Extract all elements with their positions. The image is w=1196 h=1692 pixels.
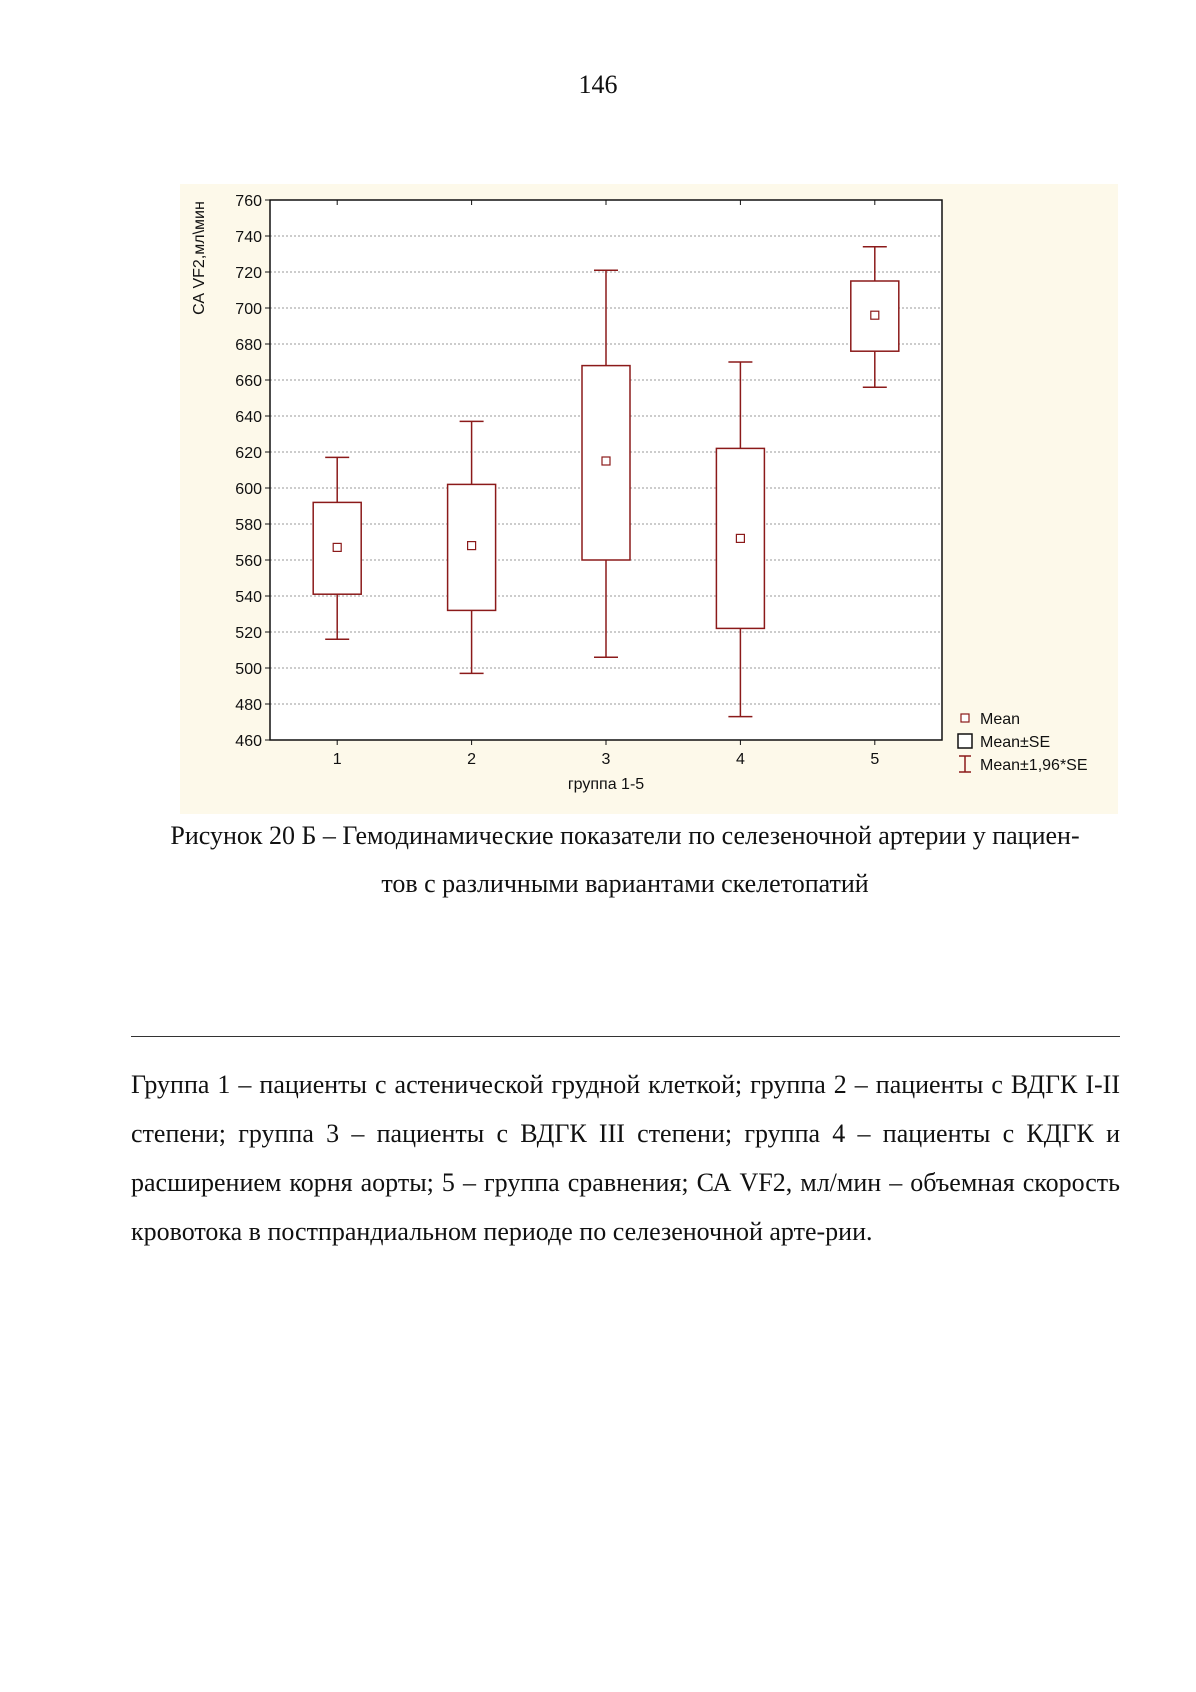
y-tick-label-640: 640 bbox=[235, 409, 262, 426]
page-number: 146 bbox=[578, 70, 618, 99]
footnote bbox=[131, 1060, 1120, 1256]
mean-marker-5 bbox=[871, 311, 879, 319]
y-tick-label-720: 720 bbox=[235, 265, 262, 282]
box-plot-chart bbox=[180, 184, 1118, 814]
y-tick-label-540: 540 bbox=[235, 589, 262, 606]
mean-marker-1 bbox=[333, 543, 341, 551]
x-tick-label-4: 4 bbox=[735, 751, 745, 768]
legend-se-icon bbox=[958, 734, 972, 748]
caption-line-1: Рисунок 20 Б – Гемодинамические показатели по селезеночной артерии у пациен- bbox=[170, 821, 1080, 850]
y-tick-label-680: 680 bbox=[235, 337, 262, 354]
y-tick-label-500: 500 bbox=[235, 661, 262, 678]
mean-marker-3 bbox=[602, 457, 610, 465]
y-tick-label-480: 480 bbox=[235, 697, 262, 714]
legend-se-label: Mean±SE bbox=[980, 734, 1051, 751]
legend-mean-label: Mean bbox=[980, 711, 1021, 728]
legend-ci-label: Mean±1,96*SE bbox=[980, 757, 1088, 774]
y-tick-label-460: 460 bbox=[235, 733, 262, 750]
footnote-divider bbox=[131, 1036, 1120, 1037]
figure-caption bbox=[130, 812, 1120, 908]
y-tick-label-600: 600 bbox=[235, 481, 262, 498]
y-tick-label-620: 620 bbox=[235, 445, 262, 462]
y-tick-label-660: 660 bbox=[235, 373, 262, 390]
y-tick-label-560: 560 bbox=[235, 553, 262, 570]
y-tick-label-760: 760 bbox=[235, 193, 262, 210]
y-tick-label-700: 700 bbox=[235, 301, 262, 318]
mean-marker-2 bbox=[468, 542, 476, 550]
y-tick-label-520: 520 bbox=[235, 625, 262, 642]
mean-marker-4 bbox=[736, 534, 744, 542]
x-axis-label: группа 1-5 bbox=[567, 776, 645, 793]
x-tick-label-1: 1 bbox=[332, 751, 342, 768]
x-tick-label-5: 5 bbox=[870, 751, 880, 768]
legend-mean-icon bbox=[961, 714, 969, 722]
x-tick-label-2: 2 bbox=[467, 751, 477, 768]
y-tick-label-580: 580 bbox=[235, 517, 262, 534]
y-tick-label-740: 740 bbox=[235, 229, 262, 246]
y-axis-label: СА VF2,мл\мин bbox=[191, 201, 208, 315]
caption-line-2: тов с различными вариантами скелетопатий bbox=[381, 869, 869, 898]
box-plot-figure bbox=[180, 184, 1118, 814]
x-tick-label-3: 3 bbox=[601, 751, 611, 768]
footnote-text: Группа 1 – пациенты с астенической грудной клеткой; группа 2 – пациенты с ВДГК I-II степени; группа 3 – пациенты с ВДГК III степени; группа 4 – пациенты с КДГК и расширением корня аорты; 5 – группа сравнения; СА VF2, мл/мин – объемная скорость кровотока в постпрандиальном периоде по селезеночной арте-рии. bbox=[131, 1070, 1120, 1246]
